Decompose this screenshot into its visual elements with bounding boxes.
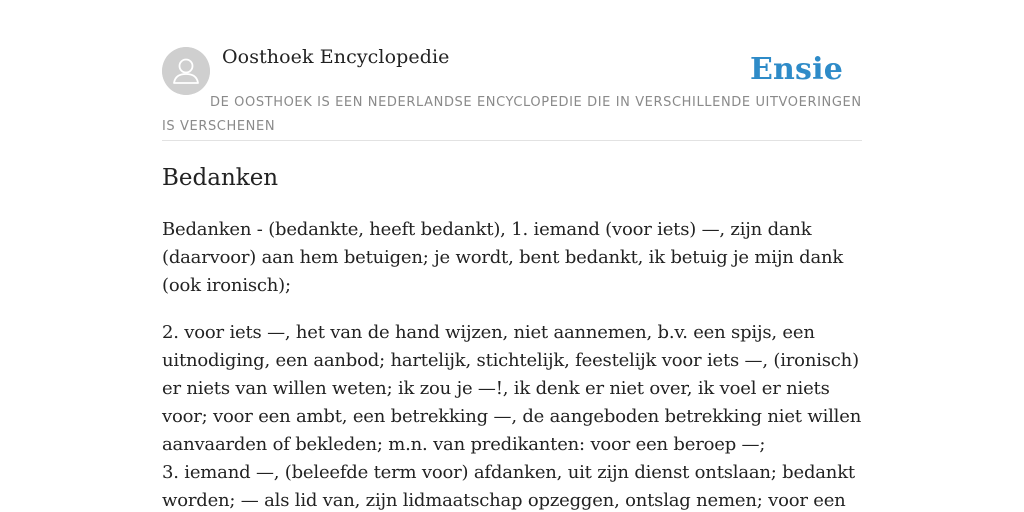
entry-paragraph-2: 2. voor iets —, het van de hand wijzen, niet aannemen, b.v. een spijs, een uitnodiging, een aanbod; hartelijk, stichtelijk, feestelijk voor iets —, (ironisch) er niets van willen weten; ik zou je —!, ik denk er niet over, ik voel er niets voor; voor een ambt, een betrekking —, de aangeboden betrekking niet willen aanvaarden of bekleden; m.n. van predikanten: voor een beroep —; <box>162 322 862 455</box>
site-name[interactable]: Oosthoek Encyclopedie <box>222 46 450 68</box>
entry-paragraph-3: 3. iemand —, (beleefde term voor) afdanken, uit zijn dienst ontslaan; bedankt worden; — als lid van, zijn lidmaatschap opzeggen, ontslag nemen; voor een <box>162 462 855 511</box>
brand-logo[interactable]: Ensie <box>749 52 843 87</box>
entry-paragraph-1: Bedanken - (bedankte, heeft bedankt), 1. iemand (voor iets) —, zijn dank (daarvoor) aan hem betuigen; je wordt, bent bedankt, ik betuig je mijn dank (ook ironisch); <box>162 219 844 296</box>
avatar[interactable] <box>162 47 210 95</box>
entry-title: Bedanken <box>162 165 279 191</box>
site-header <box>162 44 862 141</box>
user-icon <box>162 47 210 95</box>
site-tagline: DE OOSTHOEK IS EEN NEDERLANDSE ENCYCLOPEDIE DIE IN VERSCHILLENDE UITVOERINGEN IS VERSCHENEN <box>162 95 862 134</box>
entry-content <box>162 160 862 512</box>
